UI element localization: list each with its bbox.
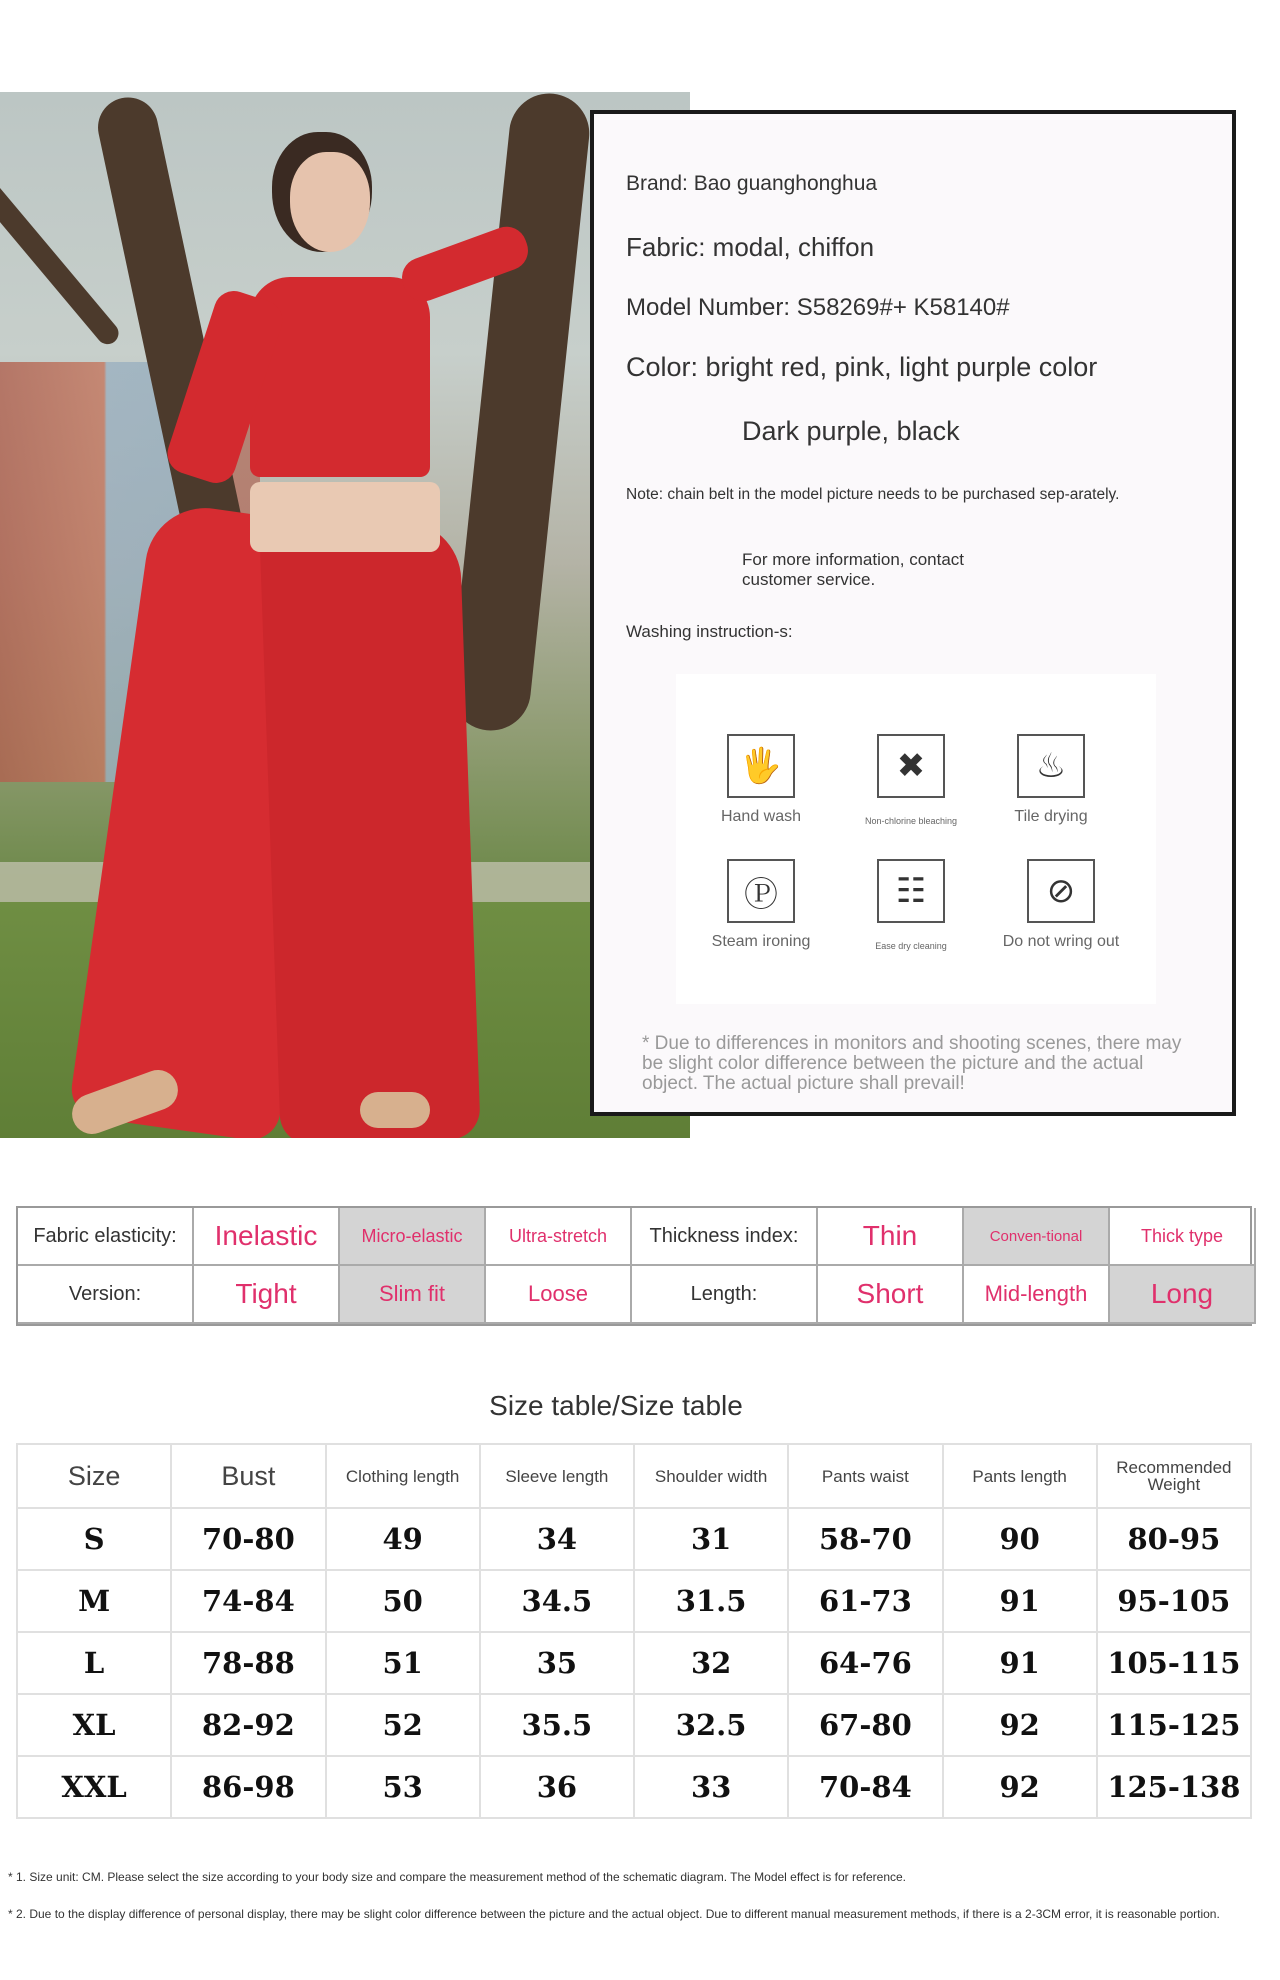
washing-heading: Washing instruction-s:	[626, 622, 793, 641]
product-info-panel	[590, 110, 1236, 1116]
table-cell: 91	[943, 1632, 1097, 1694]
table-cell: L	[17, 1632, 171, 1694]
table-cell: 58-70	[788, 1508, 942, 1570]
model-pants	[259, 519, 481, 1138]
table-cell: 86-98	[171, 1756, 325, 1818]
table-cell: 31.5	[634, 1570, 788, 1632]
table-cell: 49	[326, 1508, 480, 1570]
shirt-icon: ☷	[877, 859, 945, 923]
attr-option: Thin	[818, 1208, 964, 1266]
table-cell: 35	[480, 1632, 634, 1694]
color-text: Color: bright red, pink, light purple color	[626, 352, 1098, 382]
table-cell: 34	[480, 1508, 634, 1570]
header-cell: Size	[17, 1444, 171, 1508]
table-cell: 31	[634, 1508, 788, 1570]
table-row	[17, 1570, 1251, 1632]
table-cell: 125-138	[1097, 1756, 1251, 1818]
table-cell: 115-125	[1097, 1694, 1251, 1756]
attr-label: Version:	[18, 1266, 194, 1324]
header-cell: Clothing length	[326, 1444, 480, 1508]
table-cell: 53	[326, 1756, 480, 1818]
attr-option-selected: Slim fit	[340, 1266, 486, 1324]
care-label: Non-chlorine bleaching	[864, 816, 958, 826]
header-cell: Pants waist	[788, 1444, 942, 1508]
size-table-header	[17, 1444, 1251, 1508]
iron-icon: ♨	[1017, 734, 1085, 798]
table-cell: 90	[943, 1508, 1097, 1570]
table-cell: 74-84	[171, 1570, 325, 1632]
table-cell: 91	[943, 1570, 1097, 1632]
attr-label: Thickness index:	[632, 1208, 818, 1266]
model-waist	[250, 482, 440, 552]
attr-option-selected: Long	[1110, 1266, 1256, 1324]
table-cell: 35.5	[480, 1694, 634, 1756]
table-cell: 67-80	[788, 1694, 942, 1756]
care-label: Do not wring out	[1002, 933, 1120, 950]
attr-option-selected: Micro-elastic	[340, 1208, 486, 1266]
table-cell: 95-105	[1097, 1570, 1251, 1632]
table-cell: 32	[634, 1632, 788, 1694]
attr-label: Fabric elasticity:	[18, 1208, 194, 1266]
background-tree	[0, 135, 123, 348]
color-text-continued: Dark purple, black	[742, 416, 960, 446]
care-item	[836, 734, 986, 826]
attribute-grid	[16, 1206, 1252, 1326]
contact-note: For more information, contact customer service.	[742, 550, 965, 590]
table-cell: 70-84	[788, 1756, 942, 1818]
attr-option: Thick type	[1110, 1208, 1256, 1266]
footnote: * 2. Due to the display difference of personal display, there may be slight color difference between the picture and the actual object. Due to different manual measurement methods, if there is a 2-3CM error, it is reasonable portion.	[8, 1907, 1220, 1921]
care-item	[686, 859, 836, 951]
attr-option: Tight	[194, 1266, 340, 1324]
table-cell: XXL	[17, 1756, 171, 1818]
table-cell: M	[17, 1570, 171, 1632]
table-cell: 61-73	[788, 1570, 942, 1632]
no-wring-icon: ⊘	[1027, 859, 1095, 923]
no-bleach-icon: ✖	[877, 734, 945, 798]
table-cell: 80-95	[1097, 1508, 1251, 1570]
table-cell: 32.5	[634, 1694, 788, 1756]
header-cell: Recommended Weight	[1097, 1444, 1251, 1508]
model-number-text: Model Number: S58269#+ K58140#	[626, 294, 1010, 321]
attr-option: Ultra-stretch	[486, 1208, 632, 1266]
belt-note: Note: chain belt in the model picture needs to be purchased sep-arately.	[626, 486, 1120, 503]
table-cell: 51	[326, 1632, 480, 1694]
care-label: Hand wash	[720, 808, 802, 825]
professional-clean-icon: Ⓟ	[727, 859, 795, 923]
attr-label: Length:	[632, 1266, 818, 1324]
care-label: Tile drying	[1014, 808, 1088, 825]
header-cell: Bust	[171, 1444, 325, 1508]
table-cell: 92	[943, 1694, 1097, 1756]
header-cell: Shoulder width	[634, 1444, 788, 1508]
table-row	[17, 1694, 1251, 1756]
care-instructions	[676, 674, 1156, 1004]
table-cell: 92	[943, 1756, 1097, 1818]
table-row	[17, 1632, 1251, 1694]
fabric-text: Fabric: modal, chiffon	[626, 232, 875, 262]
model-shoe	[360, 1092, 430, 1128]
header-cell: Pants length	[943, 1444, 1097, 1508]
care-item	[686, 734, 836, 826]
table-cell: 50	[326, 1570, 480, 1632]
size-table	[16, 1443, 1252, 1819]
brand-text: Brand: Bao guanghonghua	[626, 172, 878, 195]
hand-wash-icon: 🖐	[727, 734, 795, 798]
background-tree	[447, 92, 593, 734]
care-item	[836, 859, 986, 951]
care-label: Ease dry cleaning	[875, 941, 947, 951]
table-cell: 64-76	[788, 1632, 942, 1694]
model-head	[290, 152, 370, 252]
table-cell: 82-92	[171, 1694, 325, 1756]
color-disclaimer: * Due to differences in monitors and shooting scenes, there may be slight color difference between the picture and the actual object. The actual picture shall prevail!	[642, 1033, 1182, 1094]
footnote: * 1. Size unit: CM. Please select the size according to your body size and compare the measurement method of the schematic diagram. The Model effect is for reference.	[8, 1870, 907, 1884]
table-cell: S	[17, 1508, 171, 1570]
attr-option-selected: Conven-tional	[964, 1208, 1110, 1266]
table-cell: 105-115	[1097, 1632, 1251, 1694]
table-cell: 33	[634, 1756, 788, 1818]
care-item	[976, 734, 1126, 826]
attr-option: Loose	[486, 1266, 632, 1324]
size-table-title: Size table/Size table	[489, 1390, 743, 1421]
header-cell: Sleeve length	[480, 1444, 634, 1508]
attr-option: Short	[818, 1266, 964, 1324]
care-item	[976, 859, 1146, 951]
attr-option: Inelastic	[194, 1208, 340, 1266]
table-cell: XL	[17, 1694, 171, 1756]
table-cell: 70-80	[171, 1508, 325, 1570]
product-photo	[0, 92, 690, 1138]
attr-option: Mid-length	[964, 1266, 1110, 1324]
table-cell: 36	[480, 1756, 634, 1818]
table-row	[17, 1756, 1251, 1818]
table-cell: 78-88	[171, 1632, 325, 1694]
table-row	[17, 1508, 1251, 1570]
care-label: Steam ironing	[711, 933, 811, 950]
table-cell: 52	[326, 1694, 480, 1756]
table-cell: 34.5	[480, 1570, 634, 1632]
